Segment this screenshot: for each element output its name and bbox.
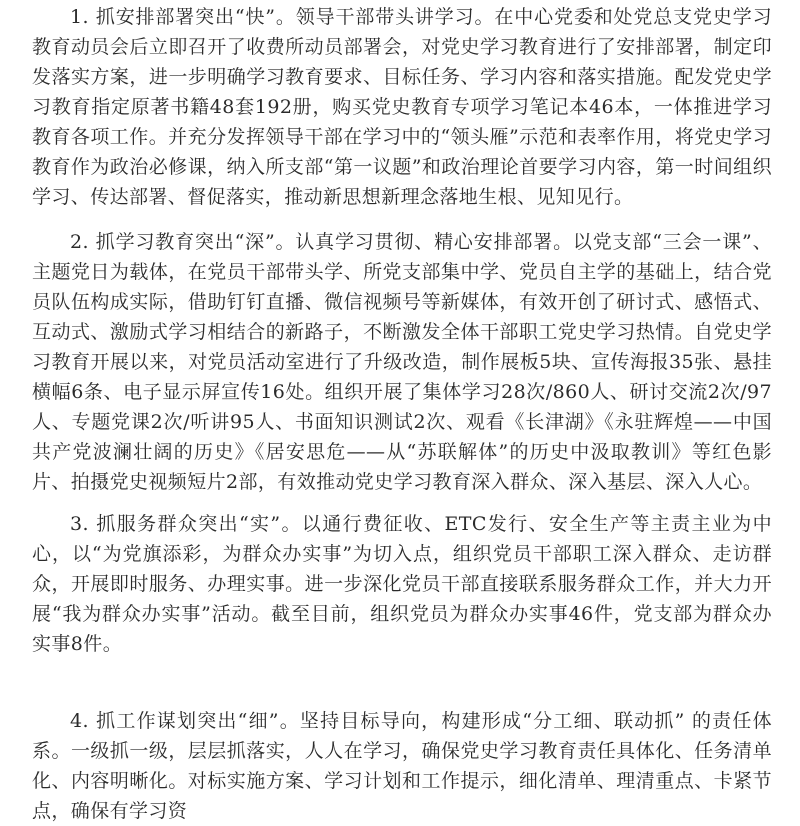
paragraph-practical: 3. 抓服务群众突出“实”。以通行费征收、ETC发行、安全生产等主责主业为中心，以“为党旗添彩，为群众办实事”为切入点，组织党员干部职工深入群众、走访群众，开展即时服务、办理实事。进一步深化党员干部直接联系服务群众工作，并大力开展“我为群众办实事”活动。截至目前，组织党员为群众办实事46件，党支部为群众办实事8件。 [32, 513, 772, 655]
paragraph-depth: 2. 抓学习教育突出“深”。认真学习贯彻、精心安排部署。以党支部“三会一课”、主题党日为载体，在党员干部带头学、所党支部集中学、党员自主学的基础上，结合党员队伍构成实际，借助钉钉直播、微信视频号等新媒体，有效开创了研讨式、感悟式、互动式、激励式学习相结合的新路子，不断激发全体干部职工党史学习热情。自党史学习教育开展以来，对党员活动室进行了升级改造，制作展板5块、宣传海报35张、悬挂横幅6条、电子显示屏宣传16处。组织开展了集体学习28次/860人、研讨交流2次/97人、专题党课2次/听讲95人、书面知识测试2次、观看《长津湖》《永驻辉煌——中国共产党波澜壮阔的历史》《居安思危——从“苏联解体”的历史中汲取教训》等红色影片、拍摄党史视频短片2部，有效推动党史学习教育深入群众、深入基层、深入人心。 [32, 231, 772, 493]
paragraph-detail: 4. 抓工作谋划突出“细”。坚持目标导向，构建形成“分工细、联动抓” 的责任体系。一级抓一级，层层抓落实，人人在学习，确保党史学习教育责任具体化、任务清单化、内容明晰化。对标实施方案、学习计划和工作提示，细化清单、理清重点、卡紧节点，确保有学习资 [32, 710, 772, 822]
paragraph-speed: 1. 抓安排部署突出“快”。领导干部带头讲学习。在中心党委和处党总支党史学习教育动员会后立即召开了收费所动员部署会，对党史学习教育进行了安排部署，制定印发落实方案，进一步明确学习教育要求、目标任务、学习内容和落实措施。配发党史学习教育指定原著书籍48套192册，购买党史教育专项学习笔记本46本，一体推进学习教育各项工作。并充分发挥领导干部在学习中的“领头雁”示范和表率作用，将党史学习教育作为政治必修课，纳入所支部“第一议题”和政治理论首要学习内容，第一时间组织学习、传达部署、督促落实，推动新思想新理念落地生根、见知见行。 [32, 6, 772, 208]
